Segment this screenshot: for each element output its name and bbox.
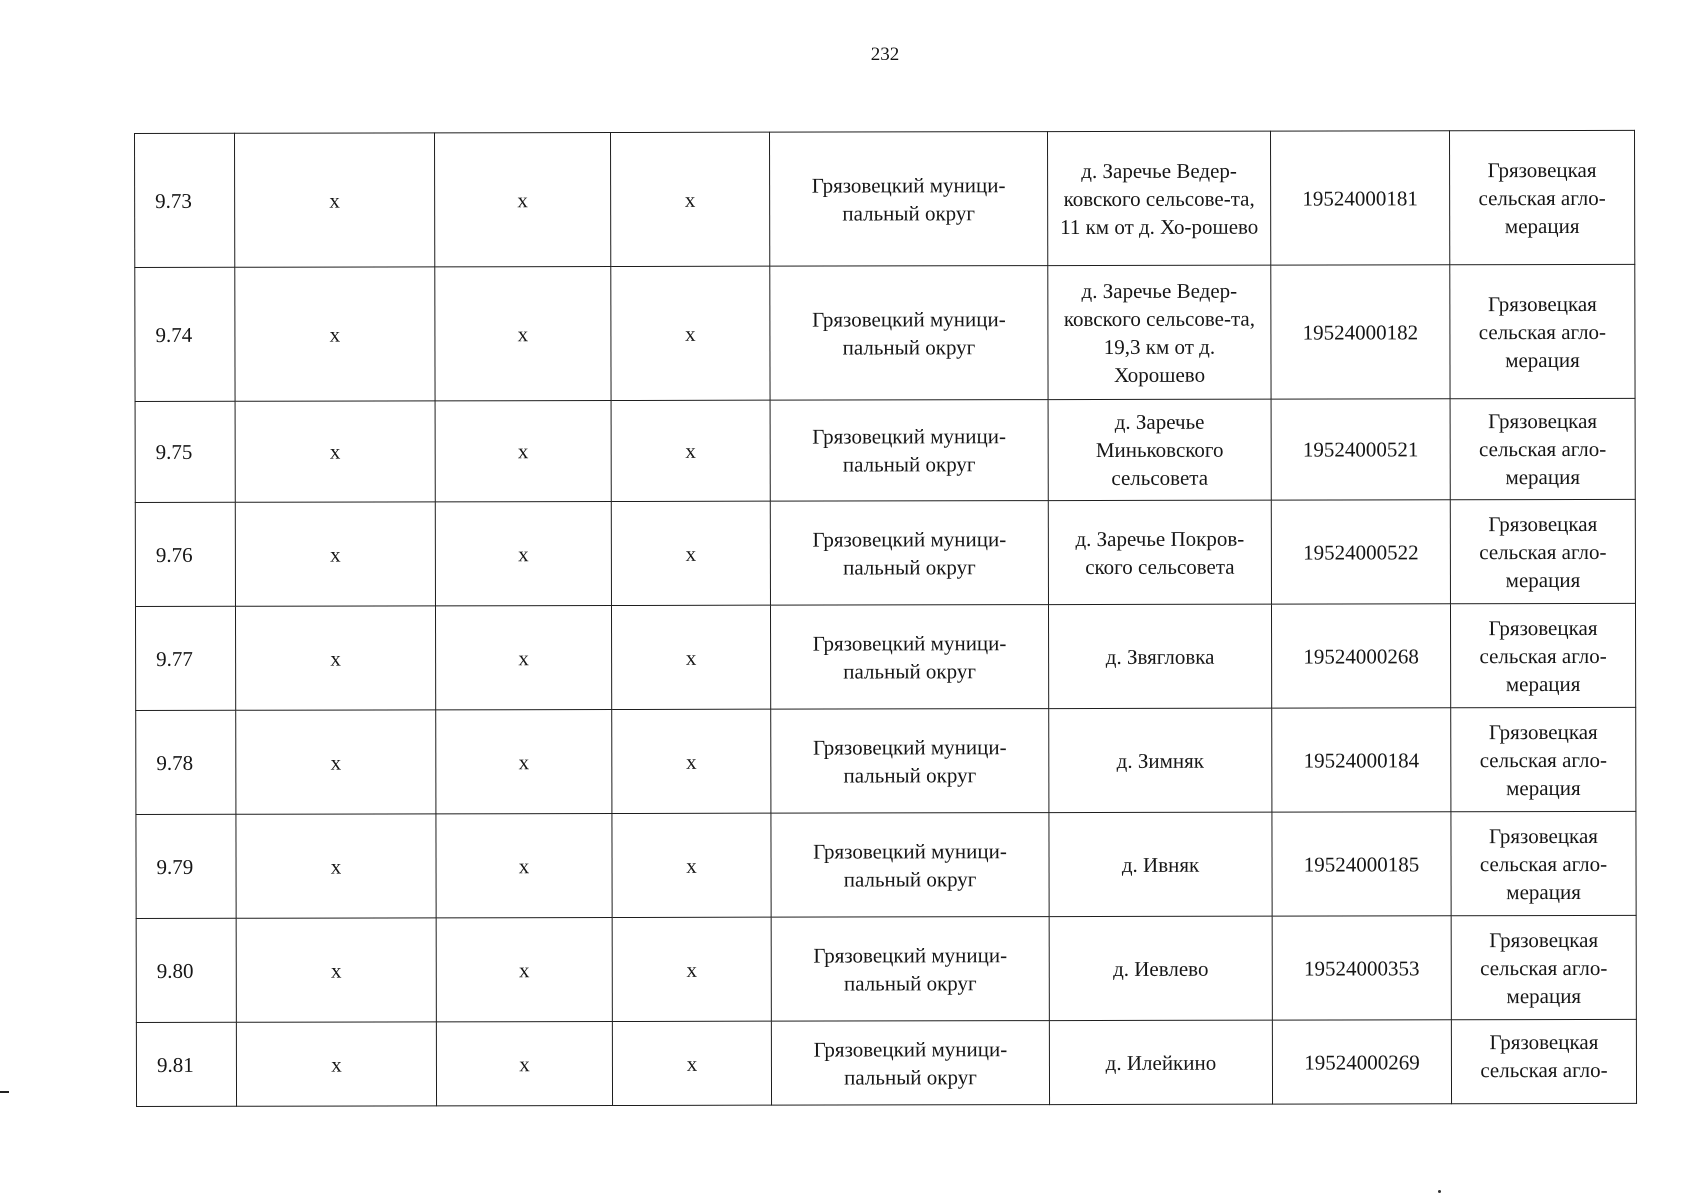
settlement-cell: д. Ивняк	[1049, 812, 1272, 916]
oktmo-code-cell: 19524000185	[1272, 812, 1451, 916]
x-mark-cell: х	[236, 1022, 436, 1106]
x-mark-cell: х	[436, 814, 612, 918]
x-mark-cell: х	[236, 918, 436, 1022]
table-row	[135, 603, 1635, 710]
agglomeration-cell: Грязовецкая сельская агло-мерация	[1451, 915, 1636, 1019]
oktmo-code-cell: 19524000522	[1271, 500, 1450, 604]
municipality-cell: Грязовецкий муници-пальный округ	[770, 400, 1048, 502]
x-mark-cell: х	[435, 267, 611, 401]
oktmo-code-cell: 19524000521	[1271, 399, 1450, 500]
row-number-cell: 9.80	[136, 918, 236, 1022]
table-row	[136, 915, 1636, 1022]
x-mark-cell: х	[435, 606, 611, 710]
row-number-cell: 9.73	[135, 133, 235, 267]
agglomeration-cell: Грязовецкая сельская агло-мерация	[1451, 707, 1636, 811]
x-mark-cell: х	[235, 606, 435, 710]
agglomeration-cell: Грязовецкая сельская агло-мерация	[1450, 603, 1635, 707]
x-mark-cell: х	[435, 133, 611, 267]
row-number-cell: 9.78	[136, 710, 236, 814]
row-number-cell: 9.81	[136, 1022, 236, 1106]
x-mark-cell: х	[612, 917, 771, 1021]
oktmo-code-cell: 19524000353	[1272, 916, 1451, 1020]
x-mark-cell: х	[235, 401, 435, 502]
settlement-cell: д. Звягловка	[1048, 604, 1271, 708]
agglomeration-cell: Грязовецкая сельская агло-	[1451, 1019, 1636, 1103]
margin-dash	[0, 1091, 9, 1093]
x-mark-cell: х	[436, 1022, 612, 1106]
page-number: 232	[870, 44, 900, 65]
x-mark-cell: х	[611, 501, 770, 605]
x-mark-cell: х	[236, 710, 436, 814]
agglomeration-cell: Грязовецкая сельская агло-мерация	[1450, 264, 1635, 398]
agglomeration-cell: Грязовецкая сельская агло-мерация	[1451, 811, 1636, 915]
x-mark-cell: х	[612, 1021, 771, 1105]
settlement-cell: д. Илейкино	[1049, 1020, 1272, 1104]
settlement-cell: д. Заречье Ведер-ковского сельсове-та, 11 км от д. Хо-рошево	[1047, 131, 1270, 265]
table-row	[135, 499, 1635, 606]
oktmo-code-cell: 19524000269	[1272, 1020, 1451, 1104]
table-row	[135, 398, 1635, 502]
table-row	[136, 1019, 1636, 1106]
table-row	[136, 811, 1636, 918]
x-mark-cell: х	[435, 401, 611, 502]
settlement-cell: д. Иевлево	[1049, 916, 1272, 1020]
agglomeration-cell: Грязовецкая сельская агло-мерация	[1450, 398, 1635, 499]
table-body	[135, 130, 1637, 1106]
agglomeration-cell: Грязовецкая сельская агло-мерация	[1450, 499, 1635, 603]
x-mark-cell: х	[612, 813, 771, 917]
row-number-cell: 9.75	[135, 401, 235, 502]
oktmo-code-cell: 19524000181	[1270, 131, 1449, 265]
settlements-table	[134, 130, 1637, 1107]
x-mark-cell: х	[436, 918, 612, 1022]
row-number-cell: 9.76	[135, 502, 235, 606]
municipality-cell: Грязовецкий муници-пальный округ	[771, 917, 1049, 1022]
table-row	[135, 264, 1635, 401]
municipality-cell: Грязовецкий муници-пальный округ	[770, 266, 1048, 401]
x-mark-cell: х	[611, 400, 770, 501]
municipality-cell: Грязовецкий муници-пальный округ	[771, 1021, 1049, 1106]
x-mark-cell: х	[235, 502, 435, 606]
x-mark-cell: х	[612, 709, 771, 813]
table-row	[135, 130, 1635, 267]
x-mark-cell: х	[436, 710, 612, 814]
table-container	[134, 130, 1637, 1107]
x-mark-cell: х	[611, 132, 770, 266]
settlement-cell: д. Заречье Ведер-ковского сельсове-та, 19,3 км от д. Хорошево	[1048, 265, 1271, 399]
row-number-cell: 9.77	[135, 606, 235, 710]
municipality-cell: Грязовецкий муници-пальный округ	[771, 813, 1049, 918]
scan-speck	[1438, 1190, 1441, 1193]
municipality-cell: Грязовецкий муници-пальный округ	[770, 501, 1048, 606]
settlement-cell: д. Заречье Миньковского сельсовета	[1048, 399, 1271, 500]
x-mark-cell: х	[611, 266, 770, 400]
municipality-cell: Грязовецкий муници-пальный округ	[769, 132, 1047, 267]
oktmo-code-cell: 19524000184	[1272, 708, 1451, 812]
row-number-cell: 9.74	[135, 267, 235, 401]
municipality-cell: Грязовецкий муници-пальный округ	[770, 605, 1048, 710]
x-mark-cell: х	[235, 267, 435, 401]
settlement-cell: д. Зимняк	[1049, 708, 1272, 812]
x-mark-cell: х	[236, 814, 436, 918]
municipality-cell: Грязовецкий муници-пальный округ	[771, 709, 1049, 814]
x-mark-cell: х	[611, 605, 770, 709]
oktmo-code-cell: 19524000268	[1271, 604, 1450, 708]
agglomeration-cell: Грязовецкая сельская агло-мерация	[1449, 130, 1634, 264]
x-mark-cell: х	[235, 133, 435, 267]
table-row	[136, 707, 1636, 814]
x-mark-cell: х	[435, 502, 611, 606]
settlement-cell: д. Заречье Покров-ского сельсовета	[1048, 500, 1271, 604]
row-number-cell: 9.79	[136, 814, 236, 918]
oktmo-code-cell: 19524000182	[1271, 265, 1450, 399]
